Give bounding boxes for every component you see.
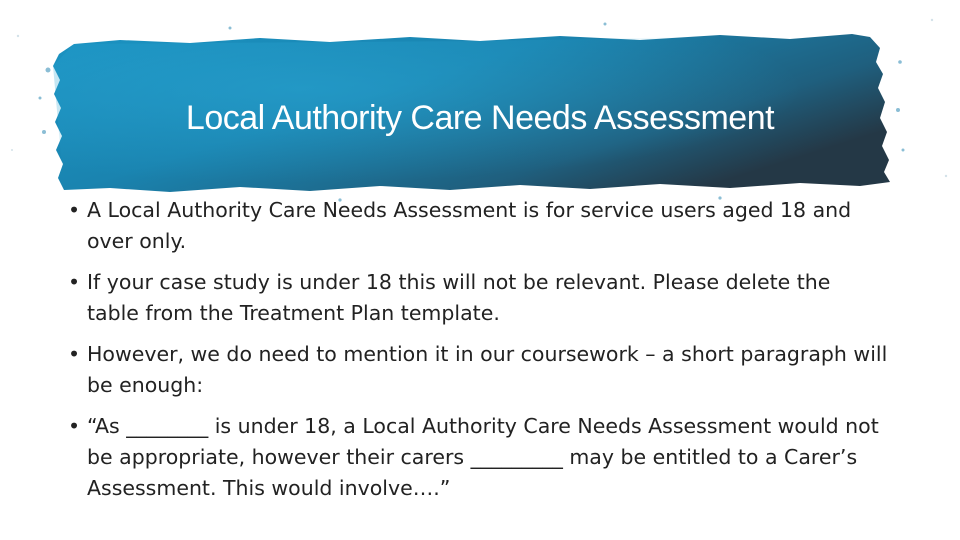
bullet-item: [68, 267, 888, 329]
slide-title: Local Authority Care Needs Assessment: [185, 99, 775, 137]
bullet-list: [68, 195, 888, 514]
title-banner: [0, 0, 960, 210]
bullet-text: A Local Authority Care Needs Assessment is for service users aged 18 and over only.: [87, 198, 852, 253]
bullet-text: However, we do need to mention it in our coursework – a short paragraph will be enough:: [87, 342, 888, 397]
bullet-dot: •: [68, 414, 81, 438]
bullet-text: If your case study is under 18 this will not be relevant. Please delete the table from the Treatment Plan template.: [87, 270, 831, 325]
bullet-dot: •: [68, 270, 81, 294]
bullet-dot: •: [68, 342, 81, 366]
bullet-item: [68, 411, 888, 504]
bullet-dot: •: [68, 198, 81, 222]
bullet-text: “As ________ is under 18, a Local Authority Care Needs Assessment would not be appropriate, however their carers _________ may be entitled to a Carer’s Assessment. This would involve….”: [87, 414, 879, 500]
bullet-item: [68, 339, 888, 401]
bullet-item: [68, 195, 888, 257]
